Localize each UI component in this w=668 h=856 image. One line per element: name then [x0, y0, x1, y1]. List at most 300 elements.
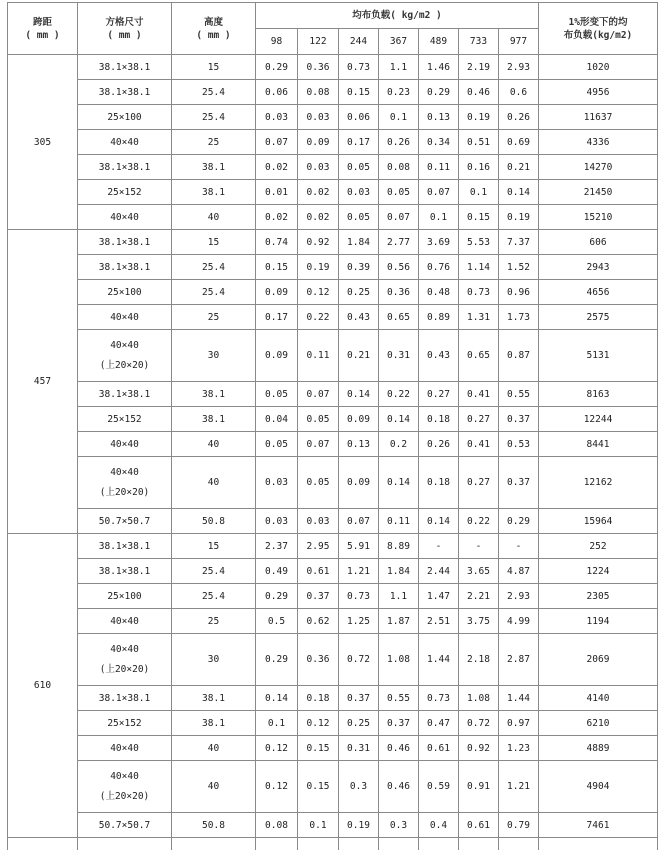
deformation-load-cell: 4904 [539, 761, 658, 813]
table-row [8, 130, 658, 155]
load-value-cell: 0.02 [256, 205, 298, 230]
load-value-cell: 1.08 [459, 686, 499, 711]
load-value-cell: 0.36 [298, 634, 339, 686]
height-cell: 25 [172, 305, 256, 330]
load-value-cell: 0.92 [459, 736, 499, 761]
load-value-cell: 0.2 [379, 432, 419, 457]
deformation-load-cell: 1194 [539, 609, 658, 634]
load-value-cell: 1.52 [499, 255, 539, 280]
load-value-cell: 0.51 [459, 130, 499, 155]
load-value-cell: 2.95 [298, 534, 339, 559]
load-value-cell: 1.25 [339, 609, 379, 634]
load-value-cell: 0.14 [379, 407, 419, 432]
grid-size-cell: 38.1×38.1 [78, 382, 172, 407]
load-value-cell: 0.14 [499, 180, 539, 205]
grid-size-cell: 40×40 [78, 130, 172, 155]
deformation-load-cell: 2943 [539, 255, 658, 280]
load-value-cell: 0.29 [419, 80, 459, 105]
load-value-cell: 2.93 [499, 584, 539, 609]
deformation-load-cell: 6210 [539, 711, 658, 736]
grid-size-cell: 38.1×38.1 [78, 55, 172, 80]
table-row [8, 230, 658, 255]
height-header-label: 高度 [203, 16, 223, 28]
load-value-cell: 0.65 [459, 330, 499, 382]
load-value-cell: 0.04 [256, 407, 298, 432]
load-value-cell: 0.46 [379, 736, 419, 761]
load-value-cell: 0.26 [379, 130, 419, 155]
load-value-cell: 0.74 [256, 230, 298, 255]
height-cell: 25.4 [172, 80, 256, 105]
deformation-load-header [539, 3, 658, 55]
grid-size-sub-value: (上20×20) [99, 486, 150, 498]
load-value-cell: - [459, 534, 499, 559]
empty-cell [172, 838, 256, 850]
load-value-cell: 0.76 [419, 255, 459, 280]
table-row [8, 711, 658, 736]
load-value-cell: 0.1 [298, 813, 339, 838]
span-header-label: 跨距 [32, 16, 52, 28]
load-value-cell: 0.46 [379, 761, 419, 813]
load-value-cell: 0.01 [256, 180, 298, 205]
grid-size-cell: 50.7×50.7 [78, 509, 172, 534]
load-value-cell: 0.37 [499, 407, 539, 432]
span-cell: 610 [8, 534, 78, 838]
span-cell: 305 [8, 55, 78, 230]
load-value-cell: 1.23 [499, 736, 539, 761]
grid-size-cell: 25×100 [78, 584, 172, 609]
load-value-header: 367 [379, 29, 419, 55]
load-value-cell: 0.09 [256, 330, 298, 382]
height-cell: 25 [172, 130, 256, 155]
load-value-cell: 0.48 [419, 280, 459, 305]
empty-cell [8, 838, 78, 850]
load-value-cell: 0.3 [339, 761, 379, 813]
height-cell: 38.1 [172, 180, 256, 205]
grid-size-cell: 38.1×38.1 [78, 230, 172, 255]
grid-size-sub-value: (上20×20) [99, 359, 150, 371]
load-value-cell: 0.13 [339, 432, 379, 457]
grid-size-cell: 25×152 [78, 711, 172, 736]
span-header-unit: ( mm ) [25, 29, 60, 41]
table-row [8, 205, 658, 230]
load-value-cell: 0.6 [499, 80, 539, 105]
load-value-cell: 0.07 [298, 382, 339, 407]
load-value-cell: 0.06 [339, 105, 379, 130]
load-value-cell: 0.27 [419, 382, 459, 407]
load-value-cell: 0.07 [339, 509, 379, 534]
empty-cell [298, 838, 339, 850]
table-row [8, 255, 658, 280]
grid-size-cell [78, 634, 172, 686]
load-value-cell: 0.73 [339, 55, 379, 80]
load-value-cell: 0.27 [459, 457, 499, 509]
grid-size-cell: 38.1×38.1 [78, 80, 172, 105]
table-row [8, 509, 658, 534]
load-value-cell: 0.22 [379, 382, 419, 407]
load-value-cell: 0.25 [339, 711, 379, 736]
load-value-cell: 0.15 [339, 80, 379, 105]
load-value-cell: 0.18 [298, 686, 339, 711]
load-value-cell: 2.51 [419, 609, 459, 634]
load-value-cell: 0.19 [459, 105, 499, 130]
continuation-row [8, 838, 658, 850]
load-value-cell: 1.14 [459, 255, 499, 280]
grid-size-value: 40×40 [110, 643, 139, 655]
table-row [8, 432, 658, 457]
load-value-cell: 0.05 [339, 205, 379, 230]
table-row [8, 407, 658, 432]
load-value-cell: 0.55 [379, 686, 419, 711]
span-header [8, 3, 78, 55]
grid-size-cell [78, 761, 172, 813]
load-value-cell: 1.1 [379, 584, 419, 609]
deformation-load-cell: 12162 [539, 457, 658, 509]
load-value-cell: 0.47 [419, 711, 459, 736]
height-cell: 38.1 [172, 407, 256, 432]
load-value-cell: 0.07 [379, 205, 419, 230]
load-value-cell: 0.03 [256, 509, 298, 534]
load-value-cell: 0.14 [379, 457, 419, 509]
load-value-cell: 0.26 [419, 432, 459, 457]
load-value-cell: 0.97 [499, 711, 539, 736]
load-value-header: 122 [298, 29, 339, 55]
load-value-cell: 0.14 [256, 686, 298, 711]
empty-cell [539, 838, 658, 850]
empty-cell [339, 838, 379, 850]
empty-cell [499, 838, 539, 850]
grid-size-cell: 40×40 [78, 305, 172, 330]
load-value-cell: 0.17 [339, 130, 379, 155]
table-row [8, 105, 658, 130]
load-value-cell: 0.17 [256, 305, 298, 330]
load-value-cell: 0.72 [459, 711, 499, 736]
height-cell: 38.1 [172, 155, 256, 180]
grating-load-table-container [7, 2, 658, 850]
load-value-cell: 0.07 [419, 180, 459, 205]
load-value-cell: 0.05 [379, 180, 419, 205]
height-cell: 38.1 [172, 686, 256, 711]
load-value-cell: 0.09 [339, 407, 379, 432]
load-value-cell: - [419, 534, 459, 559]
load-value-cell: 0.02 [298, 205, 339, 230]
table-header [8, 3, 658, 55]
load-value-cell: 0.03 [298, 509, 339, 534]
empty-cell [379, 838, 419, 850]
deformation-load-cell: 8441 [539, 432, 658, 457]
load-value-cell: 0.15 [256, 255, 298, 280]
load-value-cell: 0.07 [256, 130, 298, 155]
load-value-cell: 0.1 [379, 105, 419, 130]
load-value-cell: 0.37 [379, 711, 419, 736]
load-value-cell: 0.29 [256, 634, 298, 686]
load-value-cell: 0.61 [419, 736, 459, 761]
load-value-cell: 5.91 [339, 534, 379, 559]
load-value-cell: 0.08 [298, 80, 339, 105]
table-row [8, 813, 658, 838]
load-value-cell: 4.87 [499, 559, 539, 584]
load-value-cell: 1.47 [419, 584, 459, 609]
load-value-cell: 0.79 [499, 813, 539, 838]
deformation-load-cell: 2069 [539, 634, 658, 686]
load-value-cell: 0.03 [256, 457, 298, 509]
grid-size-cell: 25×100 [78, 280, 172, 305]
load-value-cell: 1.31 [459, 305, 499, 330]
load-value-cell: 0.27 [459, 407, 499, 432]
grid-size-cell: 38.1×38.1 [78, 255, 172, 280]
height-cell: 40 [172, 432, 256, 457]
load-value-cell: 1.21 [499, 761, 539, 813]
grid-size-cell: 25×152 [78, 180, 172, 205]
load-value-cell: 2.37 [256, 534, 298, 559]
height-cell: 30 [172, 634, 256, 686]
load-value-cell: 0.03 [298, 155, 339, 180]
load-value-cell: 0.09 [339, 457, 379, 509]
load-value-cell: 0.11 [298, 330, 339, 382]
load-value-header: 733 [459, 29, 499, 55]
table-row [8, 155, 658, 180]
deformation-load-cell: 12244 [539, 407, 658, 432]
grid-size-header [78, 3, 172, 55]
load-value-cell: 0.29 [256, 584, 298, 609]
load-value-cell: 0.18 [419, 457, 459, 509]
load-value-cell: 0.12 [298, 280, 339, 305]
load-value-cell: 0.12 [256, 761, 298, 813]
load-value-cell: 0.16 [459, 155, 499, 180]
grid-size-cell: 40×40 [78, 205, 172, 230]
load-value-cell: 0.07 [298, 432, 339, 457]
empty-cell [459, 838, 499, 850]
empty-cell [256, 838, 298, 850]
load-value-cell: 0.03 [256, 105, 298, 130]
load-value-cell: 0.55 [499, 382, 539, 407]
height-cell: 50.8 [172, 813, 256, 838]
load-value-cell: 0.91 [459, 761, 499, 813]
table-row [8, 280, 658, 305]
load-value-cell: 0.08 [379, 155, 419, 180]
load-value-cell: 2.44 [419, 559, 459, 584]
load-value-cell: 3.65 [459, 559, 499, 584]
deformation-load-cell: 14270 [539, 155, 658, 180]
load-value-cell: 0.34 [419, 130, 459, 155]
load-value-cell: 0.05 [339, 155, 379, 180]
load-value-cell: 0.09 [298, 130, 339, 155]
load-value-cell: 0.59 [419, 761, 459, 813]
load-value-cell: - [499, 534, 539, 559]
table-row [8, 559, 658, 584]
load-value-cell: 1.21 [339, 559, 379, 584]
height-cell: 15 [172, 230, 256, 255]
grid-size-header-unit: ( mm ) [107, 29, 142, 41]
height-cell: 25.4 [172, 105, 256, 130]
deformation-load-cell: 2305 [539, 584, 658, 609]
load-value-cell: 0.61 [298, 559, 339, 584]
height-cell: 15 [172, 534, 256, 559]
height-header [172, 3, 256, 55]
load-value-cell: 1.84 [339, 230, 379, 255]
load-value-cell: 0.11 [379, 509, 419, 534]
load-value-cell: 0.03 [339, 180, 379, 205]
load-value-cell: 0.62 [298, 609, 339, 634]
load-value-cell: 0.31 [339, 736, 379, 761]
load-value-cell: 0.41 [459, 382, 499, 407]
load-value-cell: 0.61 [459, 813, 499, 838]
table-row [8, 534, 658, 559]
table-row [8, 609, 658, 634]
load-value-cell: 0.1 [419, 205, 459, 230]
load-value-cell: 0.22 [298, 305, 339, 330]
grid-size-cell: 25×152 [78, 407, 172, 432]
grid-size-value: 40×40 [110, 339, 139, 351]
load-value-cell: 2.93 [499, 55, 539, 80]
height-cell: 40 [172, 457, 256, 509]
load-value-cell: 0.12 [256, 736, 298, 761]
deformation-load-cell: 15210 [539, 205, 658, 230]
uniform-load-header: 均布负载( kg/m2 ) [256, 3, 539, 29]
grid-size-cell [78, 457, 172, 509]
load-value-header: 244 [339, 29, 379, 55]
deformation-load-cell: 1224 [539, 559, 658, 584]
load-value-cell: 0.25 [339, 280, 379, 305]
load-value-cell: 7.37 [499, 230, 539, 255]
height-cell: 40 [172, 205, 256, 230]
deformation-load-cell: 4336 [539, 130, 658, 155]
load-value-cell: 0.29 [256, 55, 298, 80]
load-value-cell: 3.69 [419, 230, 459, 255]
load-value-cell: 0.56 [379, 255, 419, 280]
load-value-cell: 0.19 [339, 813, 379, 838]
load-value-cell: 0.21 [339, 330, 379, 382]
load-value-header: 98 [256, 29, 298, 55]
empty-cell [78, 838, 172, 850]
load-value-header: 977 [499, 29, 539, 55]
grid-size-sub-value: (上20×20) [99, 663, 150, 675]
load-value-cell: 2.87 [499, 634, 539, 686]
load-value-cell: 0.89 [419, 305, 459, 330]
load-value-cell: 2.19 [459, 55, 499, 80]
load-value-cell: 0.36 [379, 280, 419, 305]
table-row [8, 457, 658, 509]
load-value-cell: 0.92 [298, 230, 339, 255]
load-value-cell: 0.09 [256, 280, 298, 305]
table-row [8, 686, 658, 711]
load-value-cell: 1.44 [499, 686, 539, 711]
load-value-cell: 0.13 [419, 105, 459, 130]
load-value-cell: 0.3 [379, 813, 419, 838]
load-value-cell: 0.08 [256, 813, 298, 838]
load-value-cell: 0.73 [419, 686, 459, 711]
table-row [8, 761, 658, 813]
deformation-load-cell: 15964 [539, 509, 658, 534]
load-value-cell: 0.15 [298, 761, 339, 813]
grid-size-header-label: 方格尺寸 [105, 16, 144, 28]
grid-size-cell: 38.1×38.1 [78, 686, 172, 711]
load-value-cell: 0.23 [379, 80, 419, 105]
deformation-load-cell: 4956 [539, 80, 658, 105]
span-cell: 457 [8, 230, 78, 534]
deformation-load-cell: 7461 [539, 813, 658, 838]
table-row [8, 736, 658, 761]
table-row [8, 180, 658, 205]
load-value-cell: 0.37 [298, 584, 339, 609]
height-cell: 38.1 [172, 711, 256, 736]
grid-size-cell: 40×40 [78, 432, 172, 457]
load-value-cell: 0.73 [459, 280, 499, 305]
load-value-cell: 0.37 [339, 686, 379, 711]
height-cell: 25 [172, 609, 256, 634]
grid-size-sub-value: (上20×20) [99, 790, 150, 802]
height-cell: 40 [172, 736, 256, 761]
grid-size-cell: 38.1×38.1 [78, 534, 172, 559]
table-row [8, 584, 658, 609]
grid-size-cell: 38.1×38.1 [78, 559, 172, 584]
load-value-cell: 0.11 [419, 155, 459, 180]
height-cell: 25.4 [172, 559, 256, 584]
deformation-load-cell: 252 [539, 534, 658, 559]
load-value-cell: 0.02 [298, 180, 339, 205]
load-value-cell: 0.05 [256, 432, 298, 457]
load-value-cell: 0.29 [499, 509, 539, 534]
grid-size-cell: 40×40 [78, 609, 172, 634]
load-value-cell: 0.43 [339, 305, 379, 330]
grid-size-cell: 40×40 [78, 736, 172, 761]
load-value-cell: 1.46 [419, 55, 459, 80]
load-value-cell: 5.53 [459, 230, 499, 255]
load-value-cell: 0.02 [256, 155, 298, 180]
grid-size-cell: 50.7×50.7 [78, 813, 172, 838]
load-value-cell: 0.49 [256, 559, 298, 584]
load-value-cell: 0.22 [459, 509, 499, 534]
table-row [8, 305, 658, 330]
load-value-cell: 0.53 [499, 432, 539, 457]
load-value-cell: 1.44 [419, 634, 459, 686]
load-value-cell: 4.99 [499, 609, 539, 634]
load-value-cell: 0.73 [339, 584, 379, 609]
table-row [8, 382, 658, 407]
load-value-cell: 0.36 [298, 55, 339, 80]
load-value-cell: 0.1 [459, 180, 499, 205]
load-value-cell: 1.84 [379, 559, 419, 584]
load-value-header: 489 [419, 29, 459, 55]
load-value-cell: 0.21 [499, 155, 539, 180]
load-value-cell: 0.41 [459, 432, 499, 457]
deformation-load-cell: 2575 [539, 305, 658, 330]
grating-load-table [7, 2, 658, 850]
empty-cell [419, 838, 459, 850]
load-value-cell: 0.15 [459, 205, 499, 230]
load-value-cell: 0.05 [298, 457, 339, 509]
load-value-cell: 2.21 [459, 584, 499, 609]
deformation-load-cell: 21450 [539, 180, 658, 205]
load-value-cell: 0.46 [459, 80, 499, 105]
load-value-cell: 1.87 [379, 609, 419, 634]
grid-size-cell: 25×100 [78, 105, 172, 130]
deformation-header-line2: 布负载(kg/m2) [563, 29, 633, 41]
height-cell: 25.4 [172, 280, 256, 305]
grid-size-cell [78, 330, 172, 382]
load-value-cell: 0.05 [256, 382, 298, 407]
load-value-cell: 3.75 [459, 609, 499, 634]
load-value-cell: 0.69 [499, 130, 539, 155]
load-value-cell: 0.37 [499, 457, 539, 509]
height-cell: 50.8 [172, 509, 256, 534]
table-row [8, 330, 658, 382]
deformation-load-cell: 8163 [539, 382, 658, 407]
table-body [8, 55, 658, 850]
height-cell: 25.4 [172, 584, 256, 609]
load-value-cell: 0.26 [499, 105, 539, 130]
deformation-load-cell: 5131 [539, 330, 658, 382]
load-value-cell: 1.73 [499, 305, 539, 330]
